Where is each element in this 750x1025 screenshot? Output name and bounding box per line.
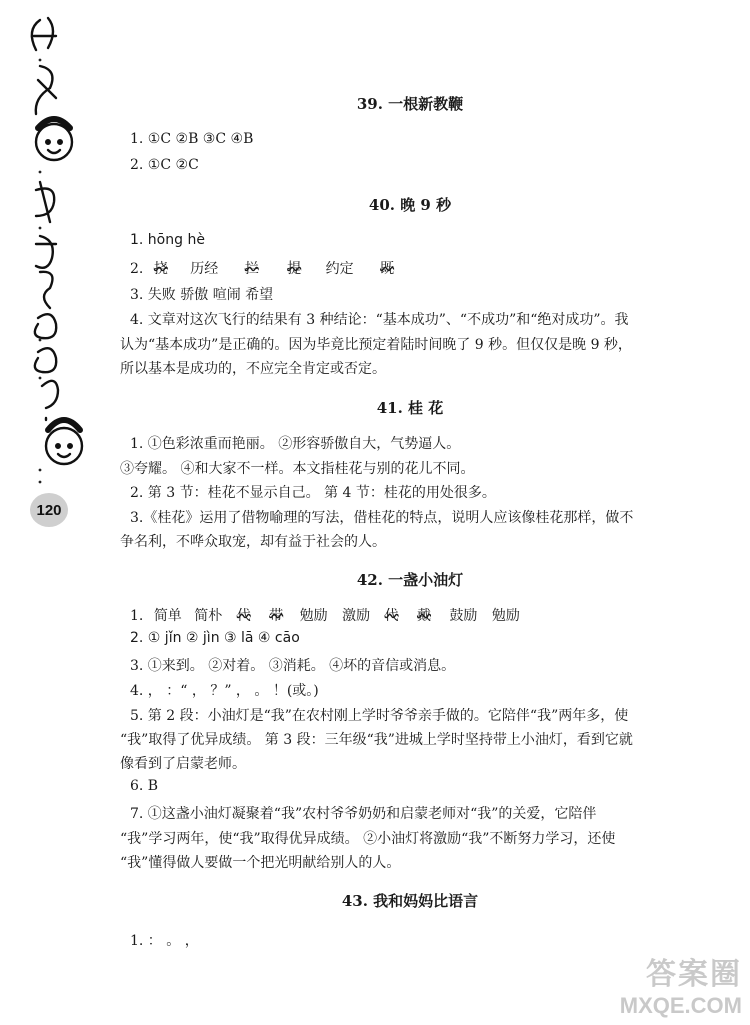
struck-word: 挠 xyxy=(153,261,168,277)
answer-line: 5. 第 2 段：小油灯是“我”在农村刚上学时爷爷亲手做的。它陪伴“我”两年多，使 xyxy=(130,708,629,724)
watermark-url: MXQE.COM xyxy=(619,993,742,1018)
struck-word: 既 xyxy=(380,261,395,277)
answer-line: 1. hōng hè xyxy=(130,232,205,248)
page-number-badge: 120 xyxy=(30,493,68,527)
struck-word: 带 xyxy=(269,608,284,624)
section-title-39: 39. 一根新教鞭 xyxy=(356,95,464,113)
section-title-40: 40. 晚 9 秒 xyxy=(368,196,452,214)
handwritten-title-decoration xyxy=(0,0,90,540)
q2-label: 2. xyxy=(130,261,144,277)
answer-line-q1 xyxy=(130,605,520,625)
answer-line: 1. ①色彩浓重而艳丽。 ②形容骄傲自大，气势逼人。 xyxy=(130,436,461,452)
struck-word: 提 xyxy=(287,261,302,277)
answer-line: 3. 失败 骄傲 喧闹 希望 xyxy=(130,287,274,303)
answer-word: 历经 xyxy=(190,261,219,277)
answer-line: “我”懂得做人要做一个把光明献给别人的人。 xyxy=(120,855,401,871)
answer-line: 2. ①C ②C xyxy=(130,157,199,173)
answer-line-q2 xyxy=(130,258,394,278)
watermark xyxy=(620,949,742,1019)
answer-line: “我”取得了优异成绩。 第 3 段：三年级“我”进城上学时坚持带上小油灯，看到它就 xyxy=(120,732,633,748)
answer-line: “我”学习两年，使“我”取得优异成绩。 ②小油灯将激励“我”不断努力学习，还使 xyxy=(120,831,616,847)
answer-line: 2. ① jǐn ② jìn ③ lā ④ cāo xyxy=(130,630,300,646)
watermark-logo-text: 答案圈 xyxy=(646,958,742,991)
answer-word: 简单 xyxy=(153,608,182,624)
struck-word: 拦 xyxy=(244,261,259,277)
answer-line: 2. 第 3 节：桂花不显示自己。 第 4 节：桂花的用处很多。 xyxy=(130,485,496,501)
answer-line: 4. ， ：“ ， ？” ， 。 ！(或。) xyxy=(130,683,319,699)
struck-word: 代 xyxy=(236,608,251,624)
answer-word: 勉励 xyxy=(491,608,520,624)
answer-word: 激励 xyxy=(342,608,371,624)
answer-word: 约定 xyxy=(325,261,354,277)
answer-line: 3.《桂花》运用了借物喻理的写法，借桂花的特点，说明人应该像桂花那样，做不 xyxy=(130,510,634,526)
answer-word: 简朴 xyxy=(194,608,223,624)
answer-line: 认为“基本成功”是正确的。因为毕竟比预定着陆时间晚了 9 秒。但仅仅是晚 9 秒， xyxy=(120,337,632,353)
answer-line: 7. ①这盏小油灯凝聚着“我”农村爷爷奶奶和启蒙老师对“我”的关爱，它陪伴 xyxy=(130,806,597,822)
struck-word: 代 xyxy=(384,608,399,624)
answer-word: 勉励 xyxy=(299,608,328,624)
answer-line: ③夸耀。 ④和大家不一样。本文指桂花与别的花儿不同。 xyxy=(120,461,475,477)
answer-line: 争名利，不哗众取宠，却有益于社会的人。 xyxy=(120,534,386,550)
answer-line: 6. B xyxy=(130,778,159,794)
answer-line: 1. ： 。 ， xyxy=(130,933,199,949)
answer-word: 鼓励 xyxy=(449,608,478,624)
q1-label: 1. xyxy=(130,608,144,624)
answer-line: 像看到了启蒙老师。 xyxy=(120,756,246,772)
struck-word: 戴 xyxy=(416,608,431,624)
answer-line: 4. 文章对这次飞行的结果有 3 种结论：“基本成功”、“不成功”和“绝对成功”。我 xyxy=(130,312,629,328)
section-title-43: 43. 我和妈妈比语言 xyxy=(341,892,479,910)
answer-line: 3. ①来到。 ②对着。 ③消耗。 ④坏的音信或消息。 xyxy=(130,658,456,674)
section-title-41: 41. 桂 花 xyxy=(376,399,444,417)
answer-line: 1. ①C ②B ③C ④B xyxy=(130,131,254,147)
answer-line: 所以基本是成功的，不应完全肯定或否定。 xyxy=(120,361,386,377)
section-title-42: 42. 一盏小油灯 xyxy=(356,571,464,589)
